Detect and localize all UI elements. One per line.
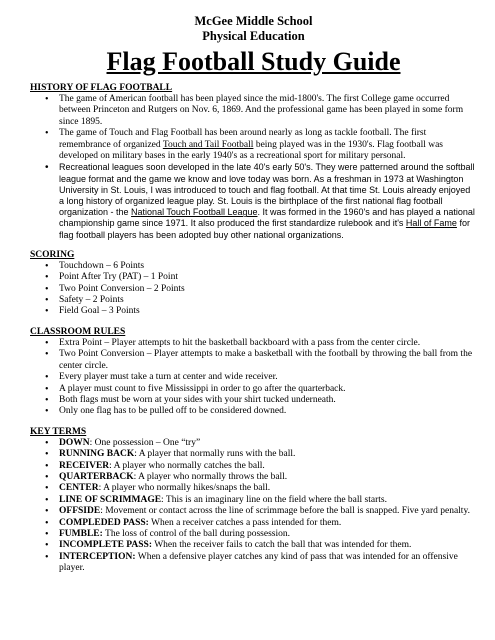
term-item: [45, 438, 477, 449]
scoring-item: • Touchdown – 6 Points: [45, 261, 477, 272]
scoring-heading: SCORING: [30, 249, 75, 260]
history-text: The game of American football has been played since the mid-1800's. The first College game occurred between Princeton and Rutgers on Nov. 6, 1869. And the professional game has been played in some form since 1895.: [59, 94, 464, 127]
classroom-item: • Both flags must be worn at your sides with your shirt tucked underneath.: [45, 395, 477, 406]
scoring-list: [30, 261, 477, 318]
history-section: [30, 83, 477, 241]
history-heading: HISTORY OF FLAG FOOTBALL: [30, 83, 173, 93]
term-definition: : A player who normally throws the ball.: [133, 471, 288, 482]
school-name: McGee Middle School: [194, 14, 313, 28]
term-item: [45, 449, 477, 460]
term-item: [45, 506, 477, 517]
term-definition: : One possession – One “try”: [89, 437, 201, 448]
history-item: [45, 94, 477, 128]
term-name: OFFSIDE: [59, 506, 101, 517]
term-name: FUMBLE:: [59, 528, 103, 539]
history-text: . It was formed in the 1960's and has played a national championship game since 1971. It also produced the first standardize rulebook and it's: [59, 207, 475, 229]
term-item: [45, 472, 477, 483]
history-text: being played was in the 1930's. Flag football was developed on military bases in the early 1940's as a recreational sport for military personal.: [59, 139, 444, 162]
term-item: [45, 529, 477, 540]
ntfl-link[interactable]: National Touch Football League: [131, 207, 258, 218]
term-definition: : A player who normally catches the ball.: [109, 460, 265, 471]
history-item: [45, 162, 477, 240]
term-name: CENTER: [59, 483, 99, 494]
history-text: Recreational leagues soon developed in the late 40's early 50's. They were patterned around the softball league format and the game we know and love today was born. As a freshman in 1973 at Washington University in St. Louis, I was introduced to touch and flag football. At that time St. Louis already enjoyed a long history of organized league play. St. Louis is the birthplace of the first national flag football organization - the: [59, 162, 475, 218]
term-definition: When a receiver catches a pass intended for them.: [148, 517, 342, 528]
history-text: The game of Touch and Flag Football has been around nearly as long as tackle football. The first remembrance of organized: [59, 128, 427, 150]
page-title: Flag Football Study Guide: [106, 47, 401, 76]
classroom-item: • Every player must take a turn at center and wide receiver.: [45, 372, 477, 383]
classroom-item: • A player must count to five Mississippi in order to go after the quarterback.: [45, 384, 477, 395]
term-definition: When the receiver fails to catch the ball that was intended for them.: [152, 540, 412, 551]
term-definition: When a defensive player catches any kind of pass that was intended for an offensive player.: [59, 551, 458, 574]
term-definition: : A player that normally runs with the ball.: [134, 449, 296, 460]
hall-of-fame-link[interactable]: Hall of Fame: [405, 218, 457, 229]
term-name: QUARTERBACK: [59, 471, 134, 482]
term-item: [45, 483, 477, 494]
term-name: INTERCEPTION:: [59, 551, 136, 562]
term-name: COMPLEDED PASS:: [59, 517, 149, 528]
term-name: LINE OF SCRIMMAGE: [59, 494, 162, 505]
term-item: [45, 540, 477, 551]
term-item: [45, 518, 477, 529]
term-item: [45, 552, 477, 575]
classroom-list: [30, 338, 477, 418]
scoring-section: [30, 250, 477, 318]
department-name: Physical Education: [202, 29, 305, 43]
term-definition: : A player who normally hikes/snaps the ball.: [98, 483, 271, 494]
term-name: INCOMPLETE PASS:: [59, 540, 152, 551]
classroom-section: [30, 327, 477, 418]
term-item: [45, 461, 477, 472]
classroom-item: • Two Point Conversion – Player attempts to make a basketball with the football by throwing the ball from the center circle.: [45, 349, 477, 372]
touch-tail-link[interactable]: Touch and Tail Football: [162, 139, 254, 150]
history-list: [30, 94, 477, 241]
history-item: [45, 128, 477, 162]
term-name: RUNNING BACK: [59, 449, 135, 460]
term-definition: The loss of control of the ball during possession.: [102, 528, 290, 539]
term-item: [45, 495, 477, 506]
classroom-item: • Only one flag has to be pulled off to be considered downed.: [45, 406, 477, 417]
scoring-item: • Safety – 2 Points: [45, 295, 477, 306]
terms-list: [30, 438, 477, 575]
scoring-item: • Field Goal – 3 Points: [45, 306, 477, 317]
term-definition: : This is an imaginary line on the field where the ball starts.: [161, 494, 387, 505]
scoring-item: • Point After Try (PAT) – 1 Point: [45, 272, 477, 283]
term-name: RECEIVER: [59, 460, 110, 471]
classroom-heading: CLASSROOM RULES: [30, 326, 126, 337]
term-definition: : Movement or contact across the line of scrimmage before the ball is snapped. Five yard penalty.: [100, 506, 470, 517]
scoring-item: • Two Point Conversion – 2 Points: [45, 284, 477, 295]
terms-heading: KEY TERMS: [30, 426, 87, 437]
term-name: DOWN: [59, 437, 90, 448]
history-text: for flag football players has been adopted buy other national organizations.: [59, 218, 470, 240]
terms-section: [30, 427, 477, 575]
classroom-item: • Extra Point – Player attempts to hit the basketball backboard with a pass from the center circle.: [45, 338, 477, 349]
